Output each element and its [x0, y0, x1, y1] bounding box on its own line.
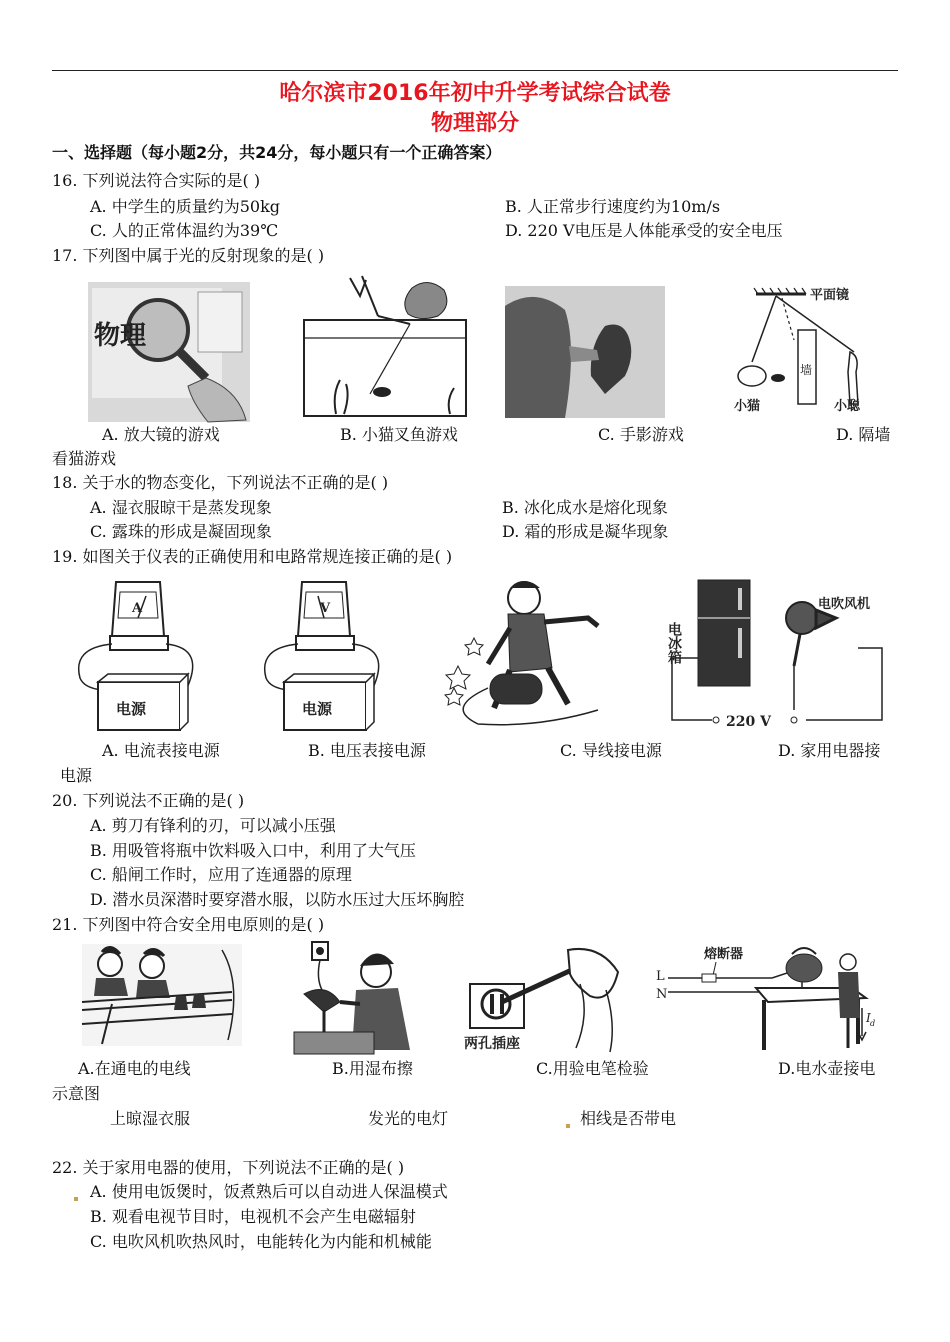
q21-option-a-continued: 上晾湿衣服	[110, 1109, 191, 1128]
q19-source-b-label: 电源	[302, 700, 333, 718]
q21-option-b: B.用湿布擦	[332, 1059, 413, 1078]
q21-option-c-continued: 相线是否带电	[580, 1109, 677, 1128]
q18-option-a: A. 湿衣服晾干是蒸发现象	[90, 498, 272, 517]
q17-figure-magnifier	[88, 282, 250, 422]
q21-figure-kettle-circuit	[652, 938, 878, 1056]
q17-option-d-continued: 看猫游戏	[52, 449, 117, 468]
q21-fuse-label: 熔断器	[704, 947, 744, 962]
q17-boy-label: 小聪	[834, 399, 861, 414]
q20-option-d: D. 潜水员深潜时要穿潜水服，以防水压过大压坏胸腔	[90, 890, 465, 909]
q17-option-a: A. 放大镜的游戏	[102, 425, 220, 444]
q21-current-sub-label: d	[870, 1019, 876, 1028]
q22-stem: 22. 关于家用电器的使用，下列说法不正确的是( )	[52, 1158, 405, 1177]
q16-option-d: D. 220 V电压是人体能承受的安全电压	[505, 221, 783, 240]
q21-socket-label: 两孔插座	[464, 1036, 520, 1052]
exam-title: 哈尔滨市2016年初中升学考试综合试卷	[279, 81, 671, 106]
q17-figure-cat-fishing	[300, 276, 472, 422]
q19-dryer-label: 电吹风机	[818, 597, 871, 612]
q16-option-a: A. 中学生的质量约为50kg	[90, 197, 281, 216]
q19-option-d: D. 家用电器接	[778, 741, 881, 760]
q17-stem: 17. 下列图中属于光的反射现象的是( )	[52, 246, 325, 265]
q19-source-a-label: 电源	[116, 700, 147, 718]
q19-figure-appliances	[668, 574, 886, 730]
q16-option-c: C. 人的正常体温约为39℃	[90, 221, 279, 240]
q21-option-c: C.用验电笔检验	[536, 1059, 649, 1078]
q19-option-d-continued: 电源	[60, 766, 93, 785]
q18-option-b: B. 冰化成水是熔化现象	[502, 498, 668, 517]
q18-option-c: C. 露珠的形成是凝固现象	[90, 522, 272, 541]
q16-option-b: B. 人正常步行速度约为10m/s	[505, 197, 721, 216]
scan-speck-2	[74, 1197, 78, 1201]
q19-ammeter-symbol: A	[132, 601, 143, 616]
q19-fridge-label: 电冰箱	[666, 622, 682, 664]
q21-figure-wet-cloth-lamp	[290, 938, 416, 1056]
q20-option-c: C. 船闸工作时，应用了连通器的原理	[90, 865, 352, 884]
q19-mains-label: 220 V	[726, 714, 771, 730]
q20-stem: 20. 下列说法不正确的是( )	[52, 791, 245, 810]
q17-option-b: B. 小猫叉鱼游戏	[340, 425, 458, 444]
q19-voltmeter-symbol: V	[320, 601, 331, 616]
q21-option-d: D.电水壶接电	[778, 1059, 876, 1078]
q18-stem: 18. 关于水的物态变化，下列说法不正确的是( )	[52, 473, 389, 492]
q17-figure-mirror-diagram	[726, 282, 876, 414]
q21-l-label: L	[656, 969, 665, 984]
q21-n-label: N	[656, 987, 668, 1002]
q19-stem: 19. 如图关于仪表的正确使用和电路常规连接正确的是( )	[52, 547, 453, 566]
q20-option-a: A. 剪刀有锋利的刃，可以减小压强	[90, 816, 336, 835]
q18-option-d: D. 霜的形成是凝华现象	[502, 522, 669, 541]
q17-wall-label: 墙	[800, 363, 813, 377]
q19-figure-voltmeter	[262, 578, 390, 734]
q19-option-c: C. 导线接电源	[560, 741, 662, 760]
q21-figure-test-pen	[460, 944, 624, 1056]
header-rule	[52, 70, 898, 71]
q21-current-label: I	[866, 1011, 871, 1025]
q21-stem: 21. 下列图中符合安全用电原则的是( )	[52, 915, 325, 934]
q21-option-d-continued: 示意图	[52, 1084, 101, 1103]
q17-option-c: C. 手影游戏	[598, 425, 684, 444]
q17-cat-label: 小猫	[734, 399, 761, 414]
q19-figure-ammeter	[76, 578, 204, 734]
q17-option-d: D. 隔墙	[836, 425, 891, 444]
q22-option-a: A. 使用电饭煲时，饭煮熟后可以自动进人保温模式	[90, 1182, 448, 1201]
q19-figure-short-circuit	[448, 578, 608, 728]
scan-speck	[566, 1124, 570, 1128]
q16-stem: 16. 下列说法符合实际的是( )	[52, 171, 261, 190]
exam-subtitle: 物理部分	[430, 111, 519, 136]
q20-option-b: B. 用吸管将瓶中饮料吸入口中，利用了大气压	[90, 841, 416, 860]
q17-mirror-label: 平面镜	[810, 288, 850, 303]
q22-option-b: B. 观看电视节目时，电视机不会产生电磁辐射	[90, 1207, 416, 1226]
q21-option-b-continued: 发光的电灯	[368, 1109, 449, 1128]
q17-book-text: 物理	[94, 321, 147, 351]
q22-option-c: C. 电吹风机吹热风时，电能转化为内能和机械能	[90, 1232, 432, 1251]
q17-figure-hand-shadow	[505, 286, 665, 418]
q21-option-a: A.在通电的电线	[78, 1059, 191, 1078]
q21-figure-wet-clothes	[82, 944, 242, 1046]
q19-option-b: B. 电压表接电源	[308, 741, 426, 760]
section-heading: 一、选择题（每小题2分，共24分，每小题只有一个正确答案）	[52, 143, 502, 162]
q19-option-a: A. 电流表接电源	[102, 741, 220, 760]
